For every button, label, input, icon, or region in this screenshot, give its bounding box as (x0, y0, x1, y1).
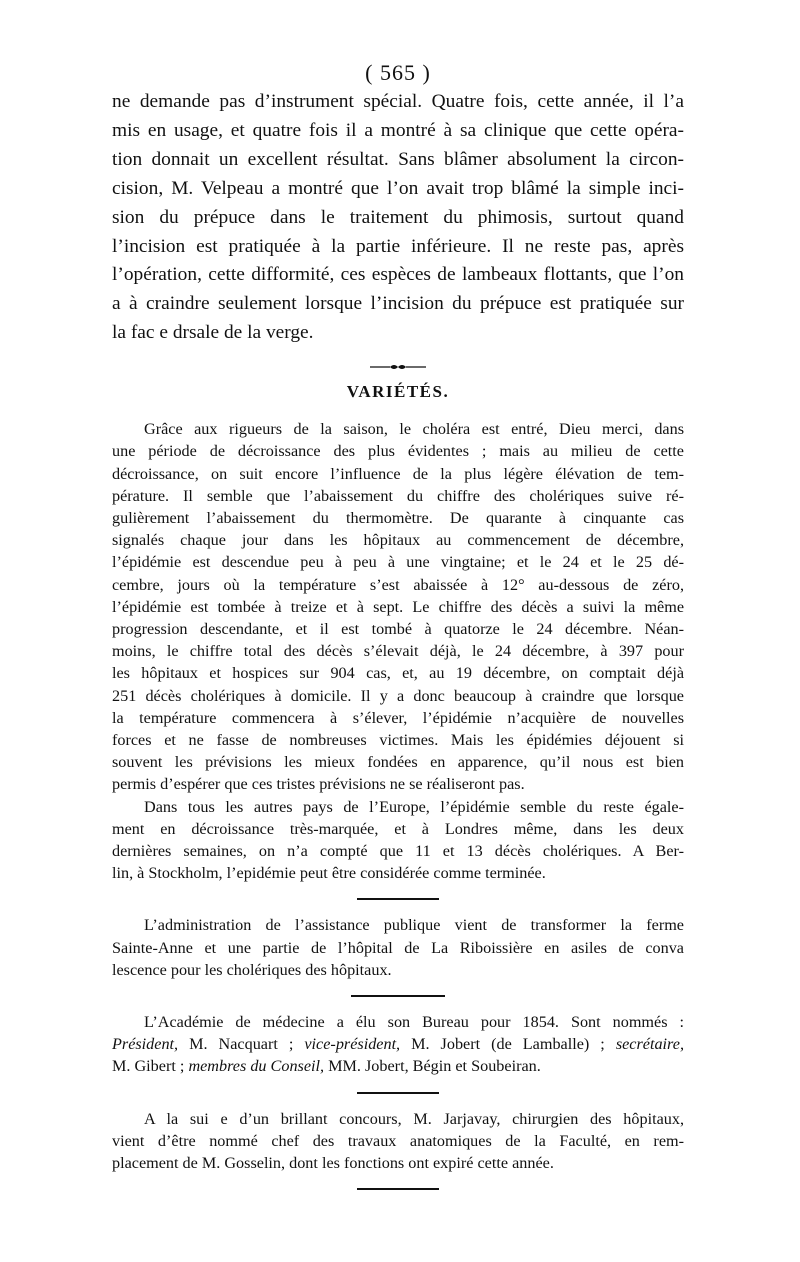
intro-paragraph (112, 88, 684, 348)
secretaire-label: secrétaire, (615, 1035, 684, 1054)
academie-paragraph (112, 1011, 684, 1078)
text-line: Grâce aux rigueurs de la saison, le choléra est entré, Dieu merci, dans (144, 420, 684, 439)
text-line: la fac e drsale de la verge. (112, 322, 314, 344)
text-line: lescence pour les cholériques des hôpitaux. (112, 960, 392, 979)
section-title: VARIÉTÉS. (346, 382, 450, 402)
text-line: sion du prépuce dans le traitement du phimosis, surtout quand (112, 206, 684, 228)
text-line: a à craindre seulement lorsque l’incision du prépuce est pratiquée sur (112, 293, 684, 315)
ornament-divider (370, 362, 426, 372)
page-number: ( 565 ) (365, 60, 431, 85)
text-line: cision, M. Velpeau a montré que l’on avait trop blâmé la simple inci- (112, 177, 684, 199)
text-line: ment en décroissance très-marquée, et à Londres même, dans les deux (112, 819, 684, 838)
conseil-label: membres du Conseil, (188, 1057, 325, 1076)
divider-rule (351, 995, 445, 997)
text-line: 251 décès cholériques à domicile. Il y a donc beaucoup à craindre que lorsque (112, 686, 684, 705)
vice-president-label: vice-président, (304, 1035, 401, 1054)
text-line: moins, le chiffre total des décès s’élevait déjà, le 24 décembre, à 397 pour (112, 642, 684, 661)
divider-rule (357, 1188, 439, 1190)
text-line: signalés chaque jour dans les hôpitaux au commencement de décembre, (112, 531, 684, 550)
text-line: lin, à Stockholm, l’epidémie peut être considérée comme terminée. (112, 864, 546, 883)
text-line: tion donnait un excellent résultat. Sans blâmer absolument la circon- (112, 148, 684, 170)
text-line: dernières semaines, on n’a compté que 11 et 13 décès cholériques. A Ber- (112, 842, 684, 861)
text-line: vient d’être nommé chef des travaux anatomiques de la Faculté, en rem- (112, 1131, 684, 1150)
text-line: placement de M. Gosselin, dont les fonctions ont expiré cette année. (112, 1154, 554, 1173)
text-line: Sainte-Anne et une partie de l’hôpital de La Riboissière en asiles de conva (112, 938, 684, 957)
text-line: mis en usage, et quatre fois il a montré à sa clinique que cette opéra- (112, 119, 684, 141)
text-line: l’incision est pratiquée à la partie inférieure. Il ne reste pas, après (112, 235, 684, 257)
conseil-names: MM. Jobert, Bégin et Soubeiran. (324, 1057, 541, 1076)
text-line: L’administration de l’assistance publique vient de transformer la ferme (144, 916, 684, 935)
text-line: gulièrement l’abaissement du thermomètre. De quarante à cinquante cas (112, 508, 684, 527)
text-line: une période de décroissance des plus évidentes ; mais au milieu de cette (112, 442, 684, 461)
text-line: décroissance, on suit encore l’influence de la plus légère élévation de tem- (112, 464, 684, 483)
text-line: l’épidémie est descendue peu à peu à une vingtaine; et le 24 et le 25 dé- (112, 553, 684, 572)
administration-paragraph (112, 914, 684, 981)
text-line: L’Académie de médecine a élu son Bureau pour 1854. Sont nommés : (144, 1013, 684, 1032)
president-label: Président, (112, 1035, 179, 1054)
text-line: permis d’espérer que ces tristes prévisions ne se réaliseront pas. (112, 775, 525, 794)
text-line: ne demande pas d’instrument spécial. Quatre fois, cette année, il l’a (112, 91, 684, 112)
text-line: forces et ne fasse de nombreuses victimes. Mais les épidémies déjouent si (112, 731, 684, 749)
divider-rule (357, 898, 439, 900)
secretaire-name: M. Gibert ; (112, 1057, 189, 1076)
text-line: la température commencera à s’élever, l’épidémie n’acquière de nouvelles (112, 708, 684, 727)
text-line: A la sui e d’un brillant concours, M. Jarjavay, chirurgien des hôpitaux, (144, 1109, 684, 1128)
text-line (112, 1033, 684, 1055)
jarjavay-paragraph (112, 1108, 684, 1175)
text-line: Dans tous les autres pays de l’Europe, l’épidémie semble du reste égale- (144, 797, 684, 816)
text-line: cembre, jours où la température s’est abaissée à 12° au-dessous de zéro, (112, 575, 684, 594)
text-line: progression descendante, et il est tombé à quatorze le 24 décembre. Néan- (112, 619, 684, 638)
text-line: l’opération, cette difformité, ces espèces de lambeaux flottants, que l’on (112, 264, 684, 286)
text-line (112, 1055, 684, 1077)
president-name: M. Nacquart ; (178, 1035, 305, 1054)
cholera-paragraph (112, 418, 684, 795)
text-line: l’épidémie est tombée à treize et à sept. Le chiffre des décès a suivi la même (112, 597, 684, 616)
vice-president-name: M. Jobert (de Lamballe) ; (400, 1035, 616, 1054)
europe-paragraph (112, 796, 684, 885)
divider-rule (357, 1092, 439, 1094)
text-line: les hôpitaux et hospices sur 904 cas, et, au 19 décembre, on comptait déjà (112, 664, 684, 683)
text-line: pérature. Il semble que l’abaissement du chiffre des cholériques suive ré- (112, 486, 684, 505)
text-line: souvent les prévisions les mieux fondées en apparence, qu’il nous est bien (112, 753, 684, 772)
